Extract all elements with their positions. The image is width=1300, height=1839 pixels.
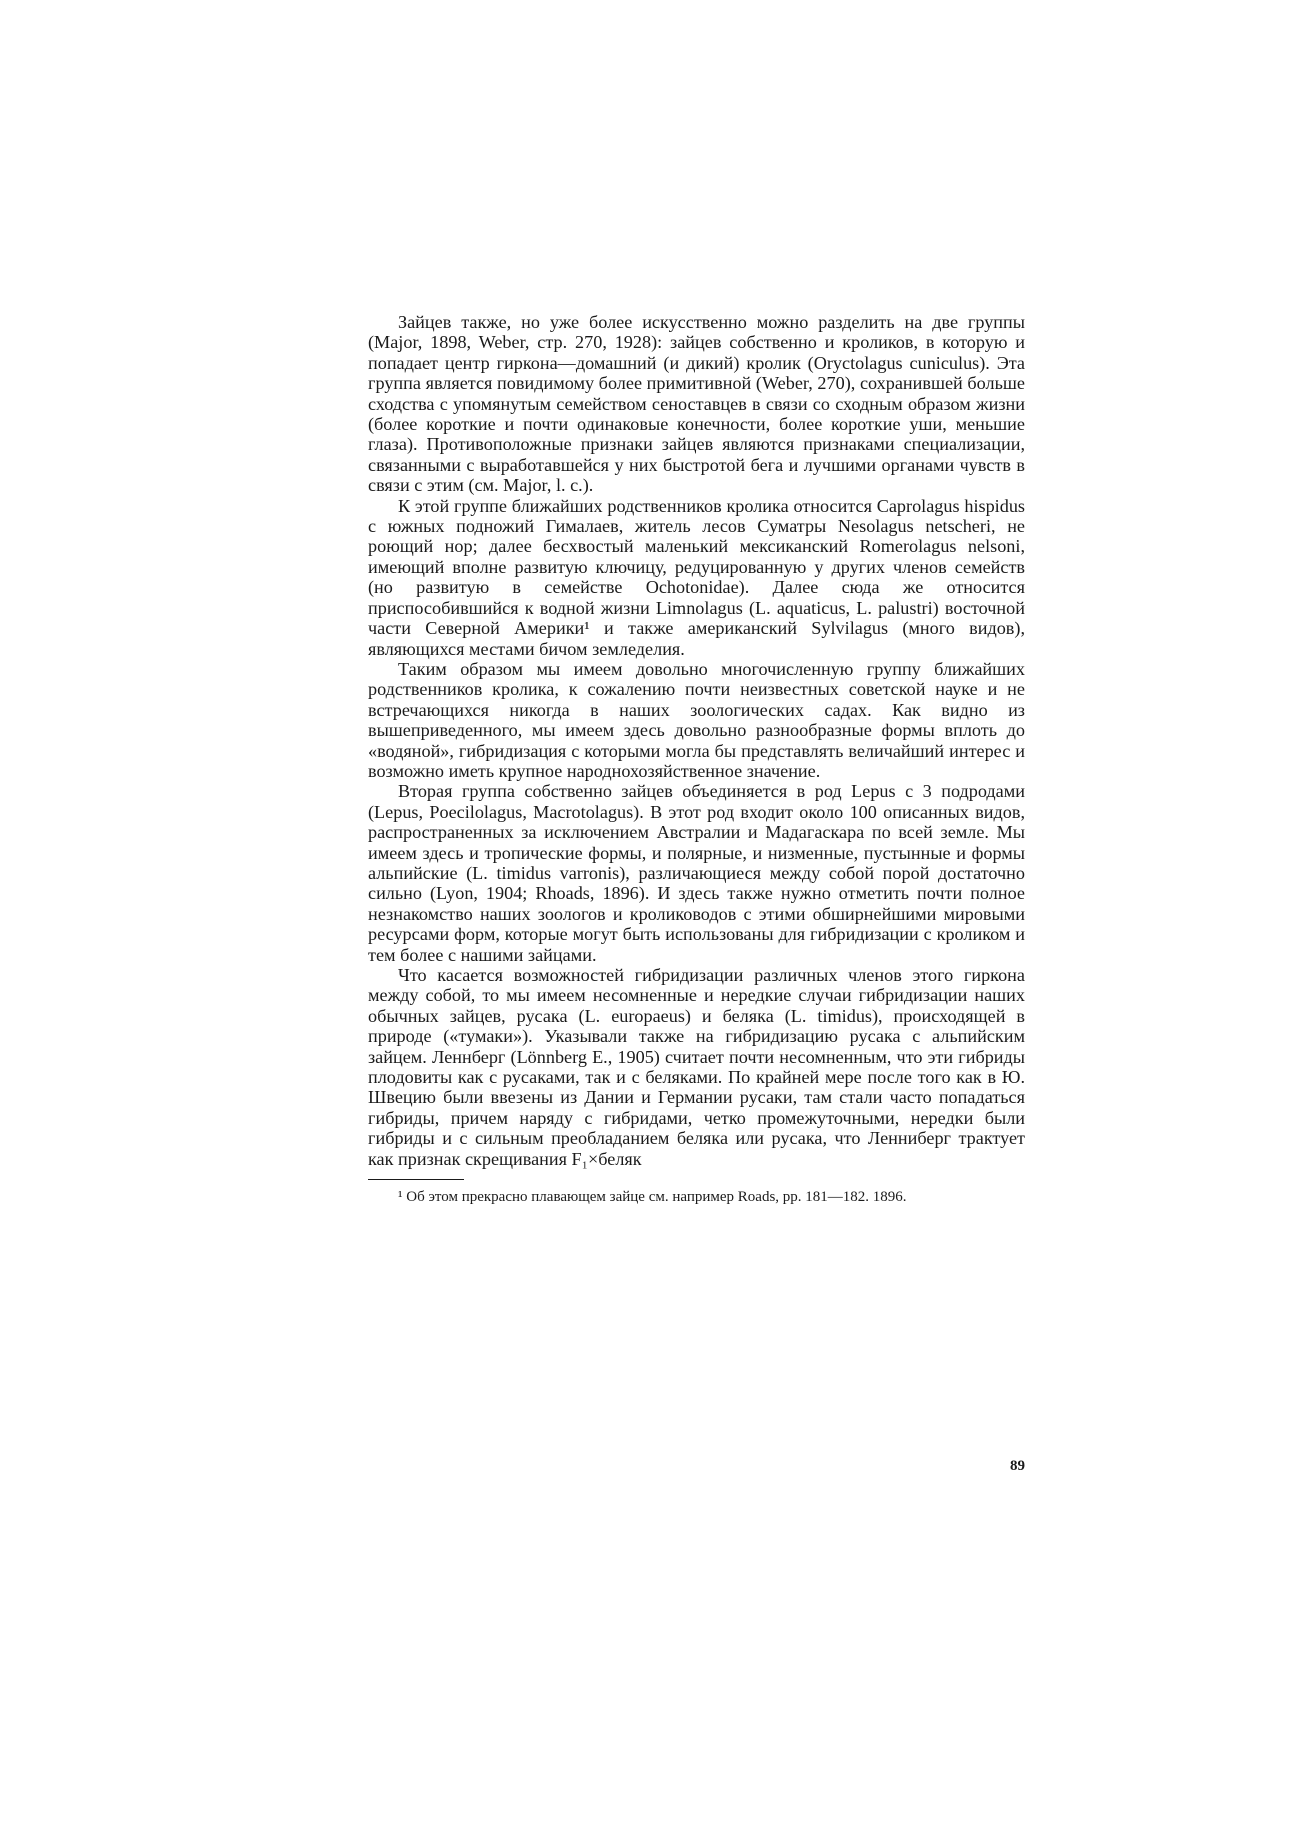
footnote: ¹ Об этом прекрасно плавающем зайце см. например Roads, pp. 181—182. 1896. bbox=[398, 1189, 907, 1206]
footnote-divider bbox=[368, 1179, 464, 1180]
paragraph: К этой группе ближайших родственников кролика относится Caprolagus hispidus с южных подножий Гималаев, житель лесов Суматры Nesolagus netscheri, не роющий нор; далее бесхвостый маленький мексиканский Romerolagus nelsoni, имеющий вполне развитую ключицу, редуцированную у других членов семейств (но развитую в семействе Ochotonidae). Далее сюда же относится приспособившийся к водной жизни Limnolagus (L. aquaticus, L. palustri) восточной части Северной Америки¹ и также американский Sylvilagus (много видов), являющихся местами бичом земледелия. bbox=[368, 495, 1025, 659]
paragraph: Вторая группа собственно зайцев объединяется в род Lepus с 3 подродами (Lepus, Poecilolagus, Macrotolagus). В этот род входит около 100 описанных видов, распространенных за исключением Австралии и Мадагаскара по всей земле. Мы имеем здесь и тропические формы, и полярные, и низменные, пустынные и формы альпийские (L. timidus varronis), различающиеся между собой порой достаточно сильно (Lyon, 1904; Rhoads, 1896). И здесь также нужно отметить почти полное незнакомство наших зоологов и кролиководов с этими обширнейшими мировыми ресурсами форм, которые могут быть использованы для гибридизации с кроликом и тем более с нашими зайцами. bbox=[368, 781, 1025, 965]
paragraph: Что касается возможностей гибридизации различных членов этого гиркона между собой, то мы имеем несомненные и нередкие случаи гибридизации наших обычных зайцев, русака (L. europaeus) и беляка (L. timidus), происходящей в природе («тумаки»). Указывали также на гибридизацию русака с альпийским зайцем. Леннберг (Lönnberg E., 1905) считает почти несомненным, что эти гибриды плодовиты как с русаками, так и с беляками. По крайней мере после того как в Ю. Швецию были ввезены из Дании и Германии русаки, там стали часто попадаться гибриды, причем наряду с гибридами, четко промежуточными, нередки были гибриды и с сильным преобладанием беляка или русака, что Ленниберг трактует как признак скрещивания F₁×беляк bbox=[368, 965, 1025, 1169]
paragraph: Таким образом мы имеем довольно многочисленную группу ближайших родственников кролика, к сожалению почти неизвестных советской науке и не встречающихся никогда в наших зоологических садах. Как видно из вышеприведенного, мы имеем здесь довольно разнообразные формы вплоть до «водяной», гибридизация с которыми могла бы представлять величайший интерес и возможно иметь крупное народнохозяйственное значение. bbox=[368, 658, 1025, 781]
paragraph: Зайцев также, но уже более искусственно можно разделить на две группы (Major, 1898, Weber, стр. 270, 1928): зайцев собственно и кроликов, в которую и попадает центр гиркона—домашний (и дикий) кролик (Oryctolagus cuniculus). Эта группа является повидимому более примитивной (Weber, 270), сохранившей больше сходства с упомянутым семейством сеноставцев в связи со сходным образом жизни (более короткие и почти одинаковые конечности, более короткие уши, меньшие глаза). Противоположные признаки зайцев являются признаками специализации, связанными с выработавшейся у них быстротой бега и лучшими органами чувств в связи с этим (см. Major, l. c.). bbox=[368, 312, 1025, 496]
page-body bbox=[368, 312, 1025, 1206]
page-number: 89 bbox=[1010, 1458, 1025, 1474]
